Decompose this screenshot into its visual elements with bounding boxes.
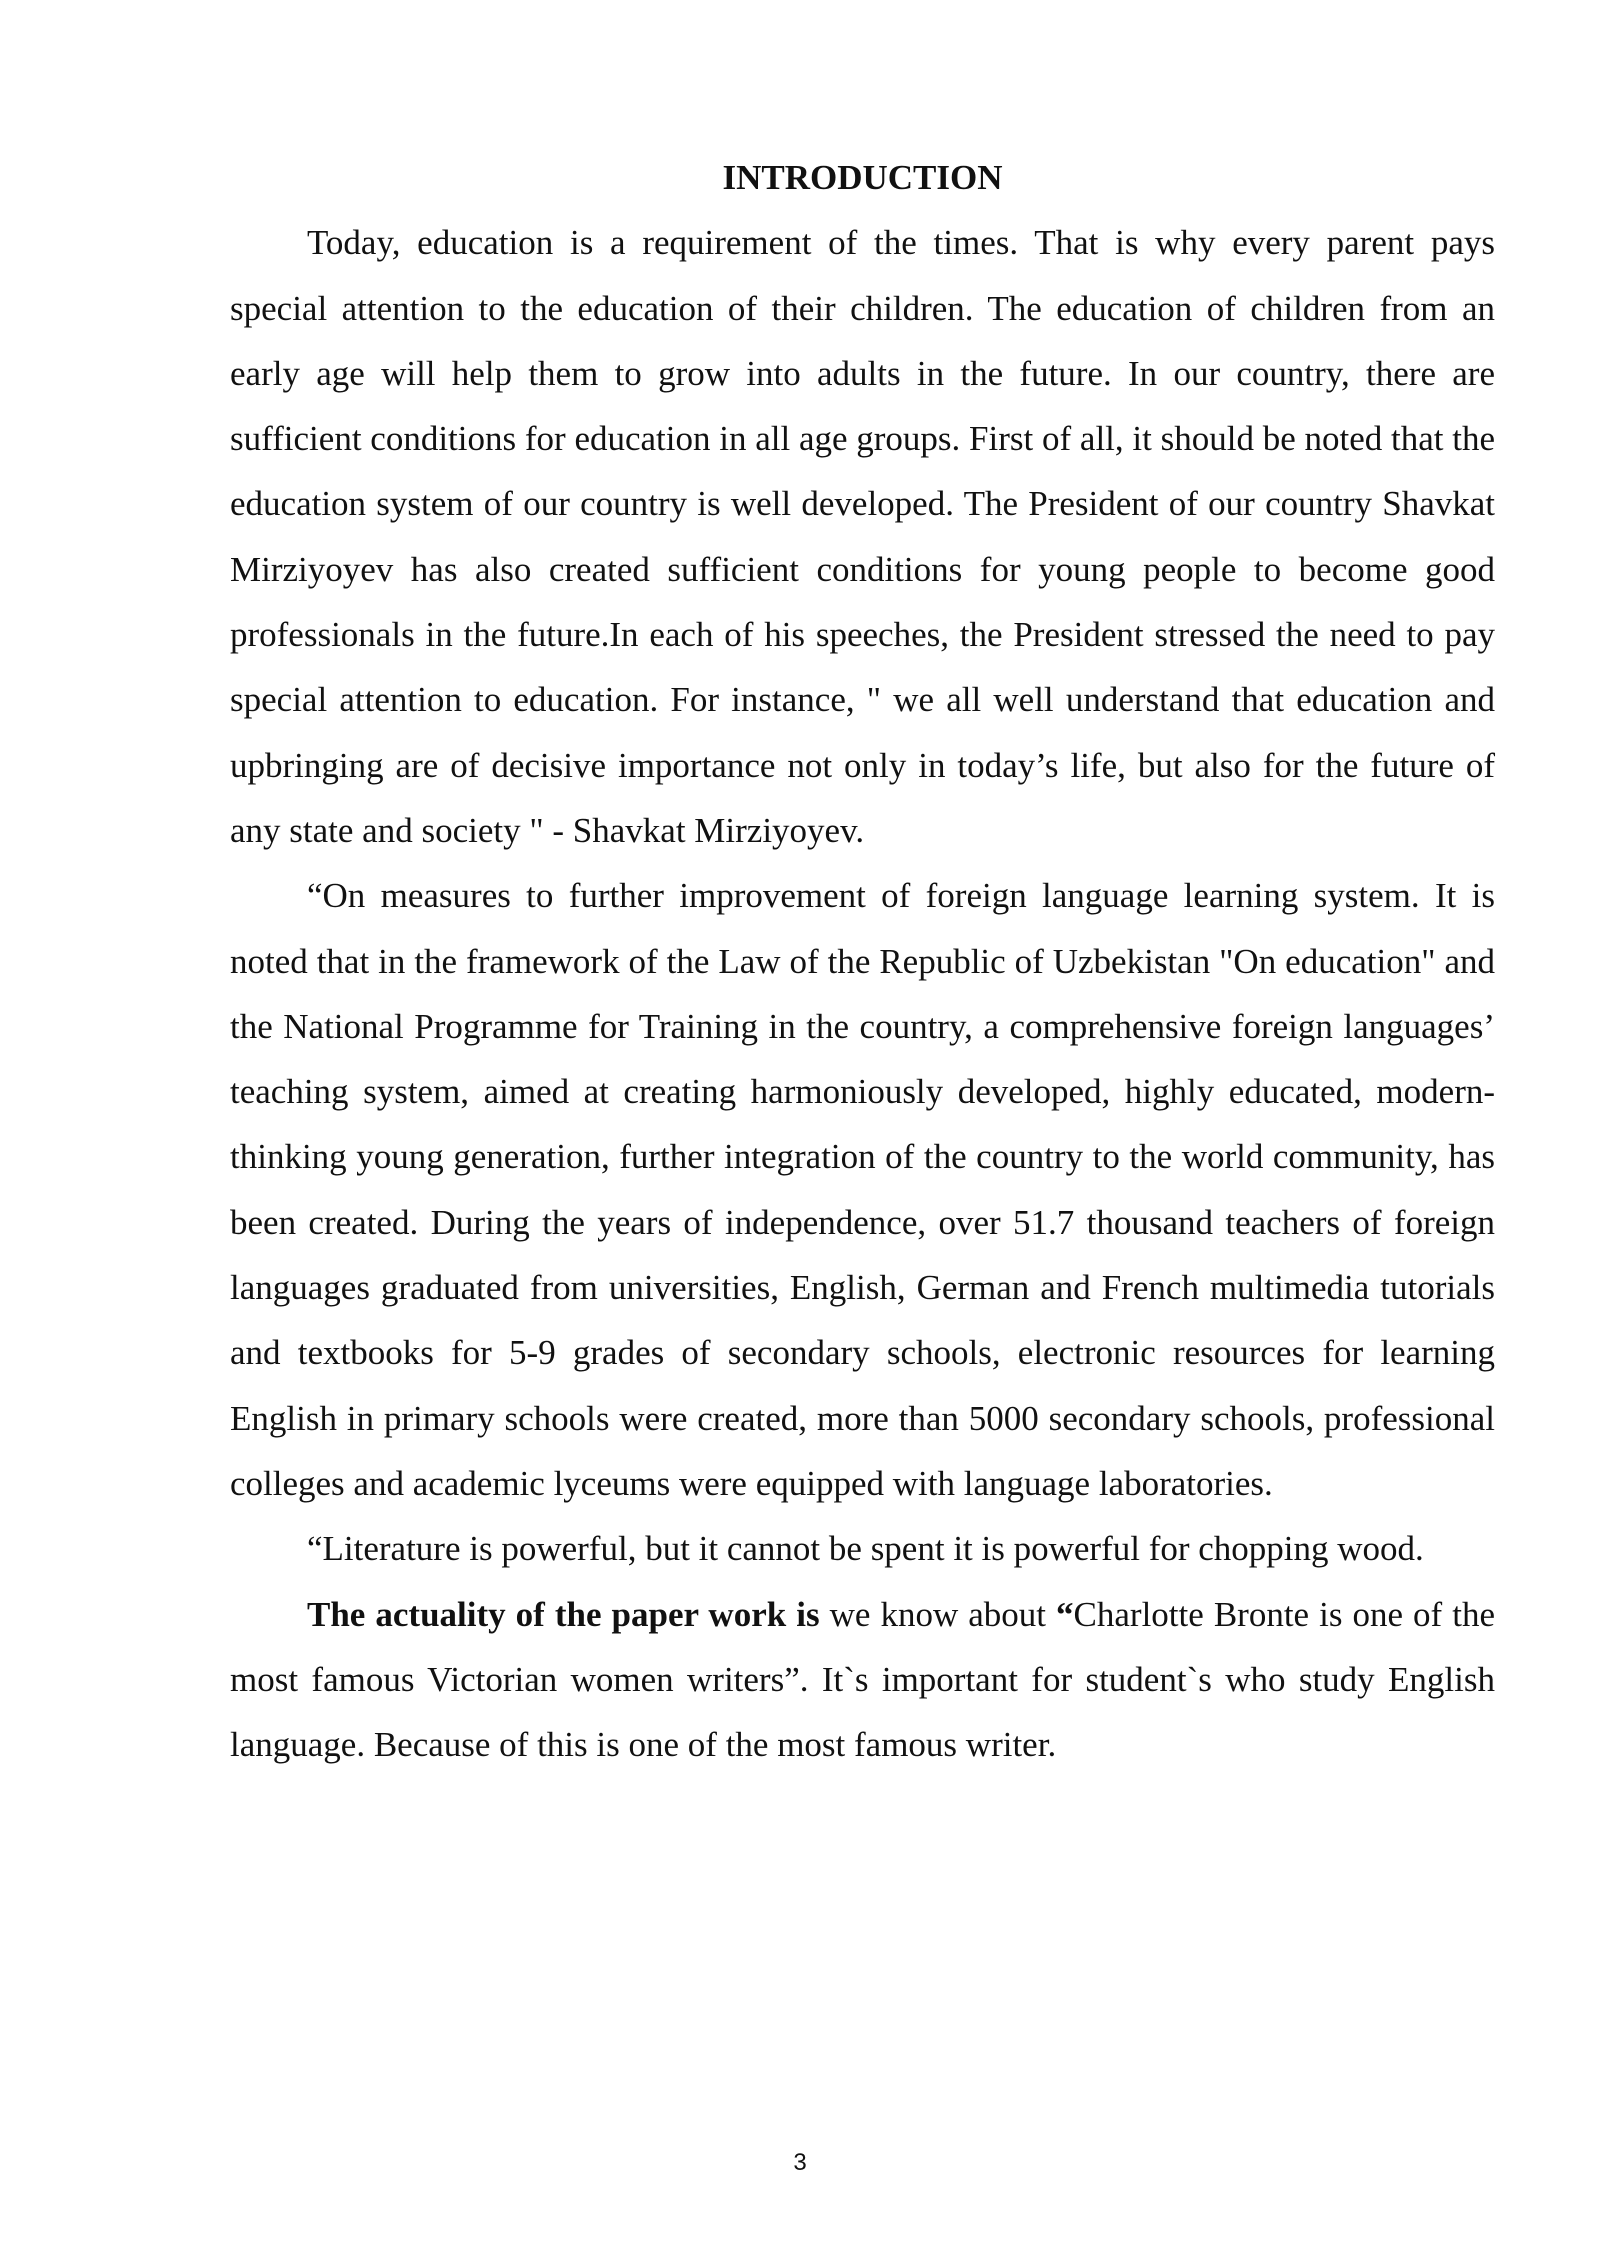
paragraph-actuality: [230, 1582, 1495, 1778]
actuality-text: Charlotte Bronte is one of the most famous Victorian women writers”. It`s important for student`s who study English language. Because of this is one of the most famous writer.: [230, 1594, 1495, 1765]
paragraph-education: Today, education is a requirement of the times. That is why every parent pays special attention to the education of their children. The education of children from an early age will help them to grow into adults in the future. In our country, there are sufficient conditions for education in all age groups. First of all, it should be noted that the education system of our country is well developed. The President of our country Shavkat Mirziyoyev has also created sufficient conditions for young people to become good professionals in the future.In each of his speeches, the President stressed the need to pay special attention to education. For instance, " we all well understand that education and upbringing are of decisive importance not only in today’s life, but also for the future of any state and society " - Shavkat Mirziyoyev.: [230, 223, 1495, 850]
paragraph-foreign-languages: “On measures to further improvement of foreign language learning system. It is noted that in the framework of the Law of the Republic of Uzbekistan "On education" and the National Programme for Training in the country, a comprehensive foreign languages’ teaching system, aimed at creating harmoniously developed, highly educated, modern-thinking young generation, further integration of the country to the world community, has been created. During the years of independence, over 51.7 thousand teachers of foreign languages graduated from universities, English, German and French multimedia tutorials and textbooks for 5-9 grades of secondary schools, electronic resources for learning English in primary schools were created, more than 5000 secondary schools, professional colleges and academic lyceums were equipped with language laboratories.: [230, 876, 1495, 1503]
actuality-middle: we know about: [819, 1594, 1057, 1634]
paragraph-literature-quote: “Literature is powerful, but it cannot be spent it is powerful for chopping wood.: [307, 1529, 1424, 1569]
document-body: [230, 145, 1495, 1777]
actuality-open-quote: “: [1056, 1594, 1074, 1634]
page-number: 3: [793, 2149, 807, 2176]
actuality-lead: The actuality of the paper work is: [307, 1594, 820, 1634]
section-title: INTRODUCTION: [722, 158, 1003, 197]
